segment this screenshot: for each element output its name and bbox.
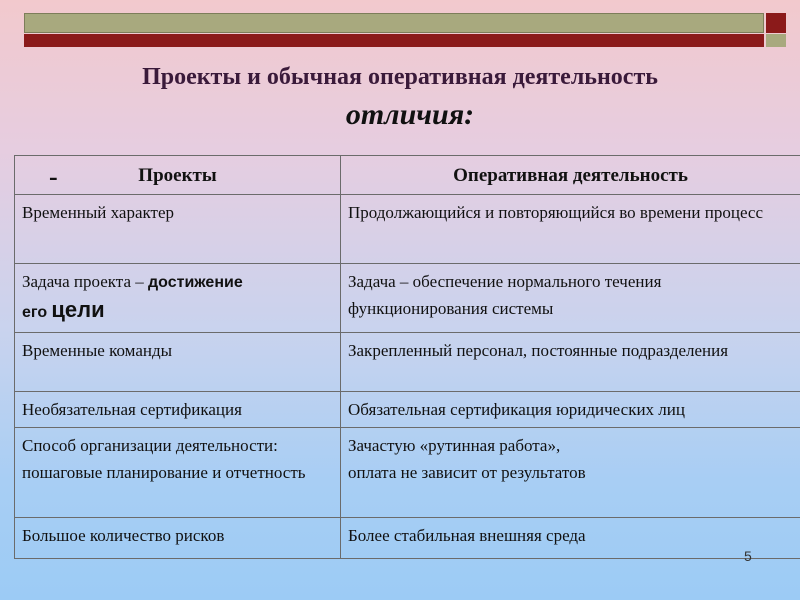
cell-text-line2: оплата не зависит от результатов <box>348 463 586 482</box>
cell-right: Закрепленный персонал, постоянные подразделения <box>341 333 800 392</box>
cell-left: Временные команды <box>15 333 341 392</box>
table-row <box>15 518 800 559</box>
cell-text: Временный характер <box>22 203 175 222</box>
table-row <box>15 428 800 518</box>
comparison-table <box>14 155 800 573</box>
table-row <box>15 195 800 264</box>
cell-left: Большое количество рисков <box>15 518 341 559</box>
top-bar-olive-square <box>766 34 786 47</box>
cell-text-bold2: его <box>22 304 48 321</box>
cell-text-prefix: Задача проекта – <box>22 272 148 291</box>
cell-left: Способ организации деятельности: пошаговые планирование и отчетность <box>15 428 341 518</box>
table-row <box>15 264 800 333</box>
slide-title: Проекты и обычная оперативная деятельность <box>142 64 658 90</box>
header-projects-label: Проекты <box>138 164 217 186</box>
table-row <box>15 333 800 392</box>
header-projects <box>15 156 341 195</box>
cell-left <box>15 195 341 264</box>
table-header-row <box>15 156 800 195</box>
header-operations: Оперативная деятельность <box>341 156 800 195</box>
top-bar-olive-strip <box>24 13 764 33</box>
table-row <box>15 392 800 428</box>
cell-right <box>341 428 800 518</box>
top-bar-maroon-strip <box>24 34 764 47</box>
slide-subtitle: отличия: <box>345 98 475 131</box>
cell-text-line1: Зачастую «рутинная работа», <box>348 436 561 455</box>
page-number: 5 <box>744 548 752 564</box>
cell-left <box>15 264 341 333</box>
cell-right: Задача – обеспечение нормального течения функционирования системы <box>341 264 800 333</box>
cell-right: Продолжающийся и повторяющийся во времени процесс <box>341 195 800 264</box>
cell-text-bold: достижение <box>148 274 243 291</box>
cell-left: Необязательная сертификация <box>15 392 341 428</box>
top-bar-maroon-square <box>766 13 786 33</box>
cell-text-emphasis: цели <box>51 297 105 322</box>
decorative-top-bar <box>24 13 786 47</box>
corner-mark: - <box>49 162 58 191</box>
cell-right: Более стабильная внешняя среда <box>341 518 800 559</box>
cell-right: Обязательная сертификация юридических лиц <box>341 392 800 428</box>
